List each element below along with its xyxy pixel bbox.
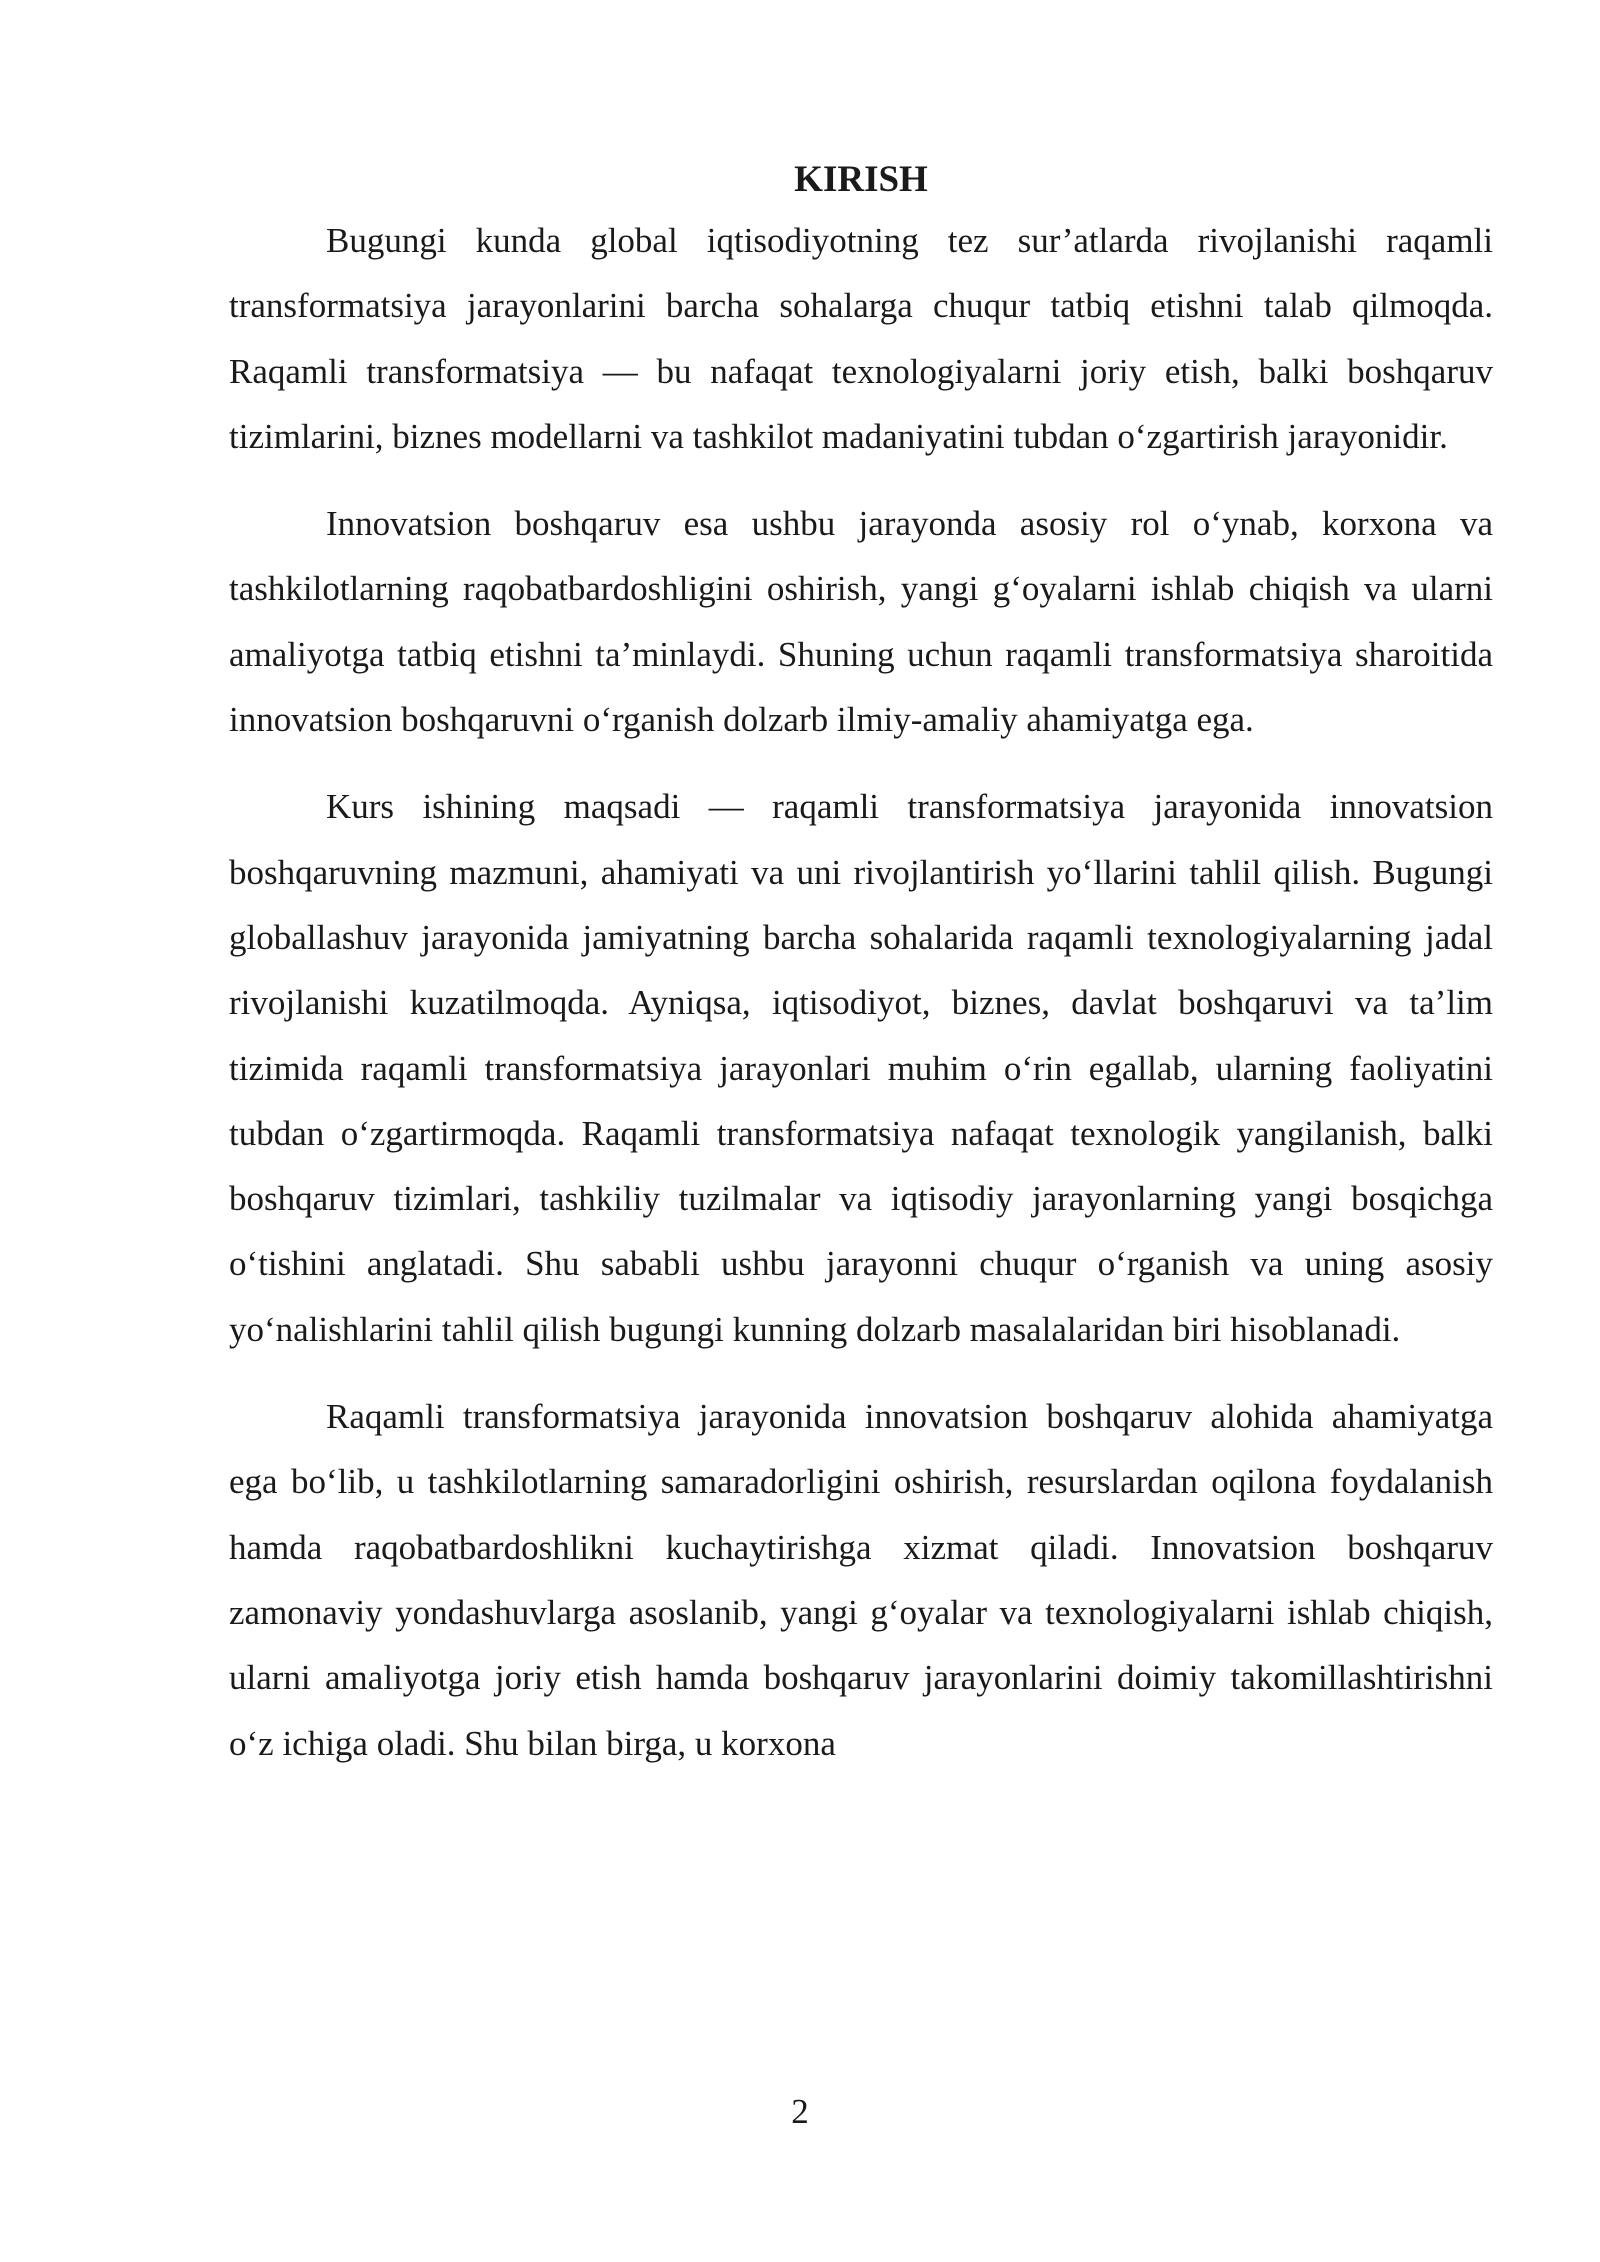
paragraph-3: Kurs ishining maqsadi — raqamli transformatsiya jarayonida innovatsion boshqaruvning mazmuni, ahamiyati va uni rivojlantirish yo‘llarini tahlil qilish. Bugungi globallashuv jarayonida jamiyatning barcha sohalarida raqamli texnologiyalarning jadal rivojlanishi kuzatilmoqda. Ayniqsa, iqtisodiyot, biznes, davlat boshqaruvi va ta’lim tizimida raqamli transformatsiya jarayonlari muhim o‘rin egallab, ularning faoliyatini tubdan o‘zgartirmoqda. Raqamli transformatsiya nafaqat texnologik yangilanish, balki boshqaruv tizimlari, tashkiliy tuzilmalar va iqtisodiy jarayonlarning yangi bosqichga o‘tishini anglatadi. Shu sababli ushbu jarayonni chuqur o‘rganish va uning asosiy yo‘nalishlarini tahlil qilish bugungi kunning dolzarb masalalaridan biri hisoblanadi. [229,787,1493,1349]
paragraph-2: Innovatsion boshqaruv esa ushbu jarayonda asosiy rol o‘ynab, korxona va tashkilotlarning raqobatbardoshligini oshirish, yangi g‘oyalarni ishlab chiqish va ularni amaliyotga tatbiq etishni ta’minlaydi. Shuning uchun raqamli transformatsiya sharoitida innovatsion boshqaruvni o‘rganish dolzarb ilmiy-amaliy ahamiyatga ega. [229,504,1493,740]
paragraph-4: Raqamli transformatsiya jarayonida innovatsion boshqaruv alohida ahamiyatga ega bo‘lib, u tashkilotlarning samaradorligini oshirish, resurslardan oqilona foydalanish hamda raqobatbardoshlikni kuchaytirishga xizmat qiladi. Innovatsion boshqaruv zamonaviy yondashuvlarga asoslanib, yangi g‘oyalar va texnologiyalarni ishlab chiqish, ularni amaliyotga joriy etish hamda boshqaruv jarayonlarini doimiy takomillashtirishni o‘z ichiga oladi. Shu bilan birga, u korxona [229,1397,1493,1763]
paragraph-1: Bugungi kunda global iqtisodiyotning tez sur’atlarda rivojlanishi raqamli transformatsiya jarayonlarini barcha sohalarga chuqur tatbiq etishni talab qilmoqda. Raqamli transformatsiya — bu nafaqat texnologiyalarni joriy etish, balki boshqaruv tizimlarini, biznes modellarni va tashkilot madaniyatini tubdan o‘zgartirish jarayonidir. [229,221,1493,456]
page-number: 2 [791,2092,809,2131]
section-heading: KIRISH [794,159,928,200]
document-body [229,156,1493,1798]
